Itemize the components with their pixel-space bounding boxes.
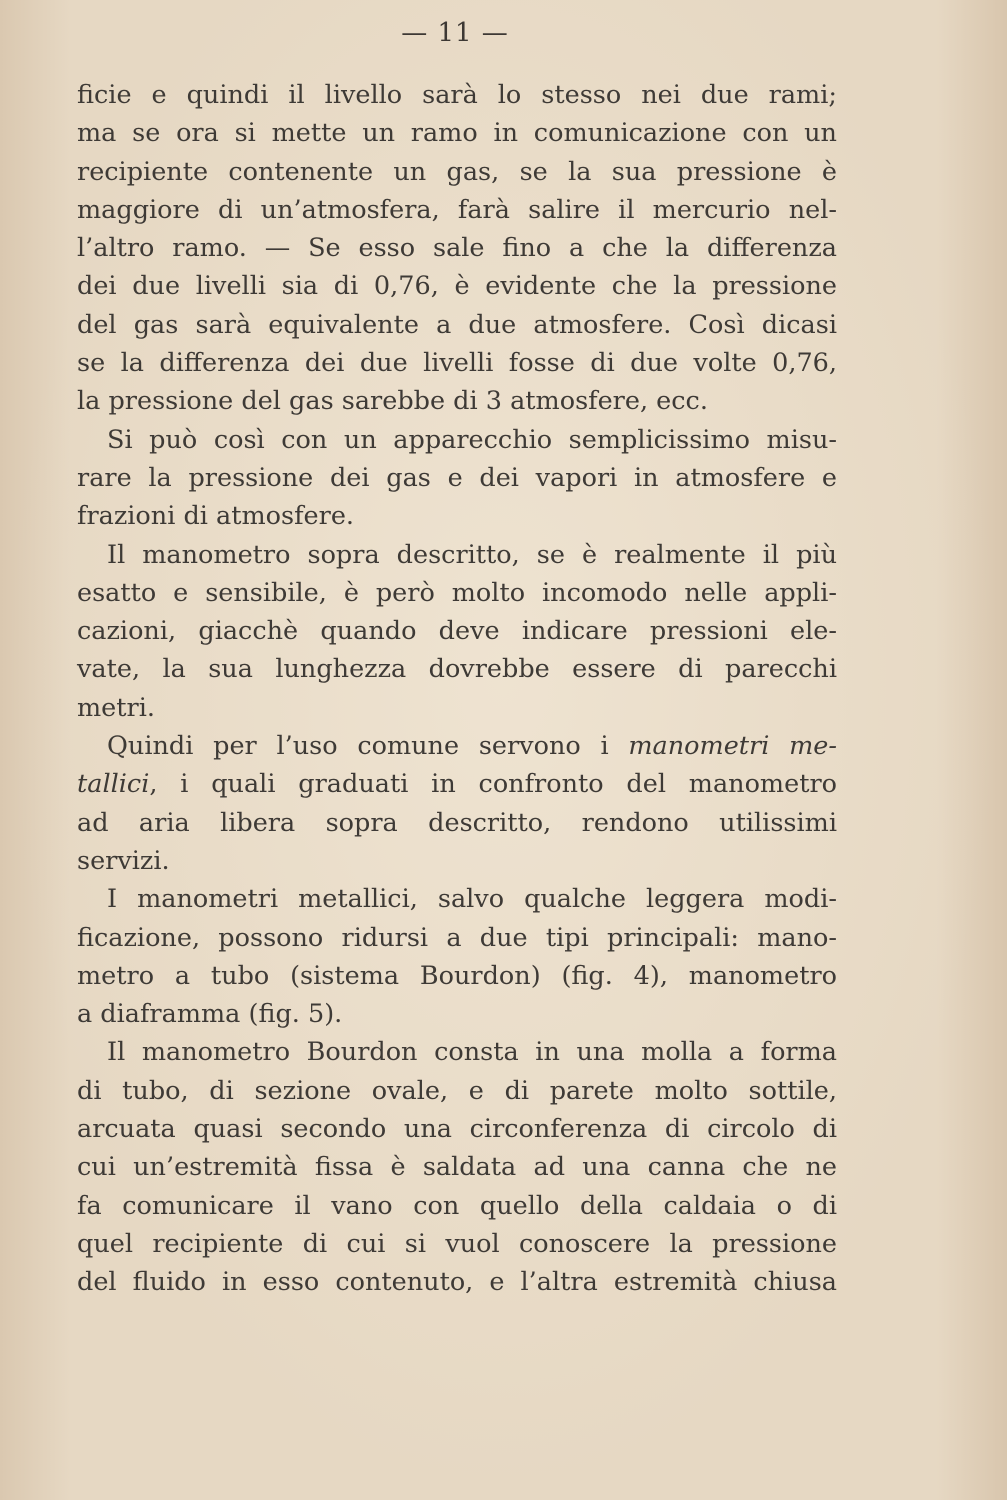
text-line: l’altro ramo. — Se esso sale fino a che la differenza bbox=[77, 233, 837, 264]
text-line: metri. bbox=[77, 692, 155, 723]
text-line: servizi. bbox=[77, 845, 170, 876]
text-line: la pressione del gas sarebbe di 3 atmosfere, ecc. bbox=[77, 386, 708, 417]
text-line: cazioni, giacchè quando deve indicare pressioni ele- bbox=[77, 616, 837, 647]
italic-term: manometri me- bbox=[628, 731, 838, 762]
text-line: ad aria libera sopra descritto, rendono utilissimi bbox=[77, 807, 837, 838]
body-text bbox=[77, 76, 837, 1302]
text-line: recipiente contenente un gas, se la sua pressione è bbox=[77, 156, 837, 187]
paragraph-start-line: I manometri metallici, salvo qualche leggera modi- bbox=[107, 884, 837, 915]
text-line: frazioni di atmosfere. bbox=[77, 501, 355, 532]
page-number: — 11 — bbox=[401, 18, 509, 48]
text-line: del gas sarà equivalente a due atmosfere. Così dicasi bbox=[77, 309, 837, 340]
text-line: ficazione, possono ridursi a due tipi principali: mano- bbox=[77, 922, 837, 953]
text-line: cui un’estremità fissa è saldata ad una canna che ne bbox=[77, 1152, 837, 1183]
text-line: ma se ora si mette un ramo in comunicazione con un bbox=[77, 118, 837, 149]
text-line: vate, la sua lunghezza dovrebbe essere di parecchi bbox=[77, 654, 837, 685]
text-line: dei due livelli sia di 0,76, è evidente che la pressione bbox=[77, 271, 837, 302]
text-line: del fluido in esso contenuto, e l’altra estremità chiusa bbox=[77, 1267, 837, 1298]
paragraph-start-line bbox=[77, 727, 837, 765]
text-line: a diaframma (fig. 5). bbox=[77, 999, 343, 1030]
text-line: quel recipiente di cui si vuol conoscere la pressione bbox=[77, 1228, 837, 1259]
text-line: rare la pressione dei gas e dei vapori in atmosfere e bbox=[77, 462, 837, 493]
text-line: maggiore di un’atmosfera, farà salire il mercurio nel- bbox=[77, 194, 837, 225]
text-line: esatto e sensibile, è però molto incomodo nelle appli- bbox=[77, 577, 837, 608]
text-span: Quindi per l’uso comune servono i bbox=[107, 731, 629, 762]
paragraph-start-line: Il manometro sopra descritto, se è realmente il più bbox=[107, 539, 837, 570]
text-line: ficie e quindi il livello sarà lo stesso nei due rami; bbox=[77, 80, 837, 110]
text-line: se la differenza dei due livelli fosse di due volte 0,76, bbox=[77, 348, 837, 379]
text-span: , i quali graduati in confronto del manometro bbox=[149, 769, 837, 800]
text-line: di tubo, di sezione ovale, e di parete molto sottile, bbox=[77, 1075, 837, 1106]
italic-term: tallici bbox=[77, 769, 150, 800]
paragraph-start-line: Si può così con un apparecchio semplicissimo misu- bbox=[107, 424, 837, 455]
text-line: metro a tubo (sistema Bourdon) (fig. 4), manometro bbox=[77, 960, 837, 991]
text-line: fa comunicare il vano con quello della caldaia o di bbox=[77, 1190, 837, 1221]
text-line bbox=[77, 765, 837, 803]
text-line: arcuata quasi secondo una circonferenza di circolo di bbox=[77, 1114, 837, 1145]
paragraph-start-line: Il manometro Bourdon consta in una molla a forma bbox=[107, 1037, 837, 1068]
